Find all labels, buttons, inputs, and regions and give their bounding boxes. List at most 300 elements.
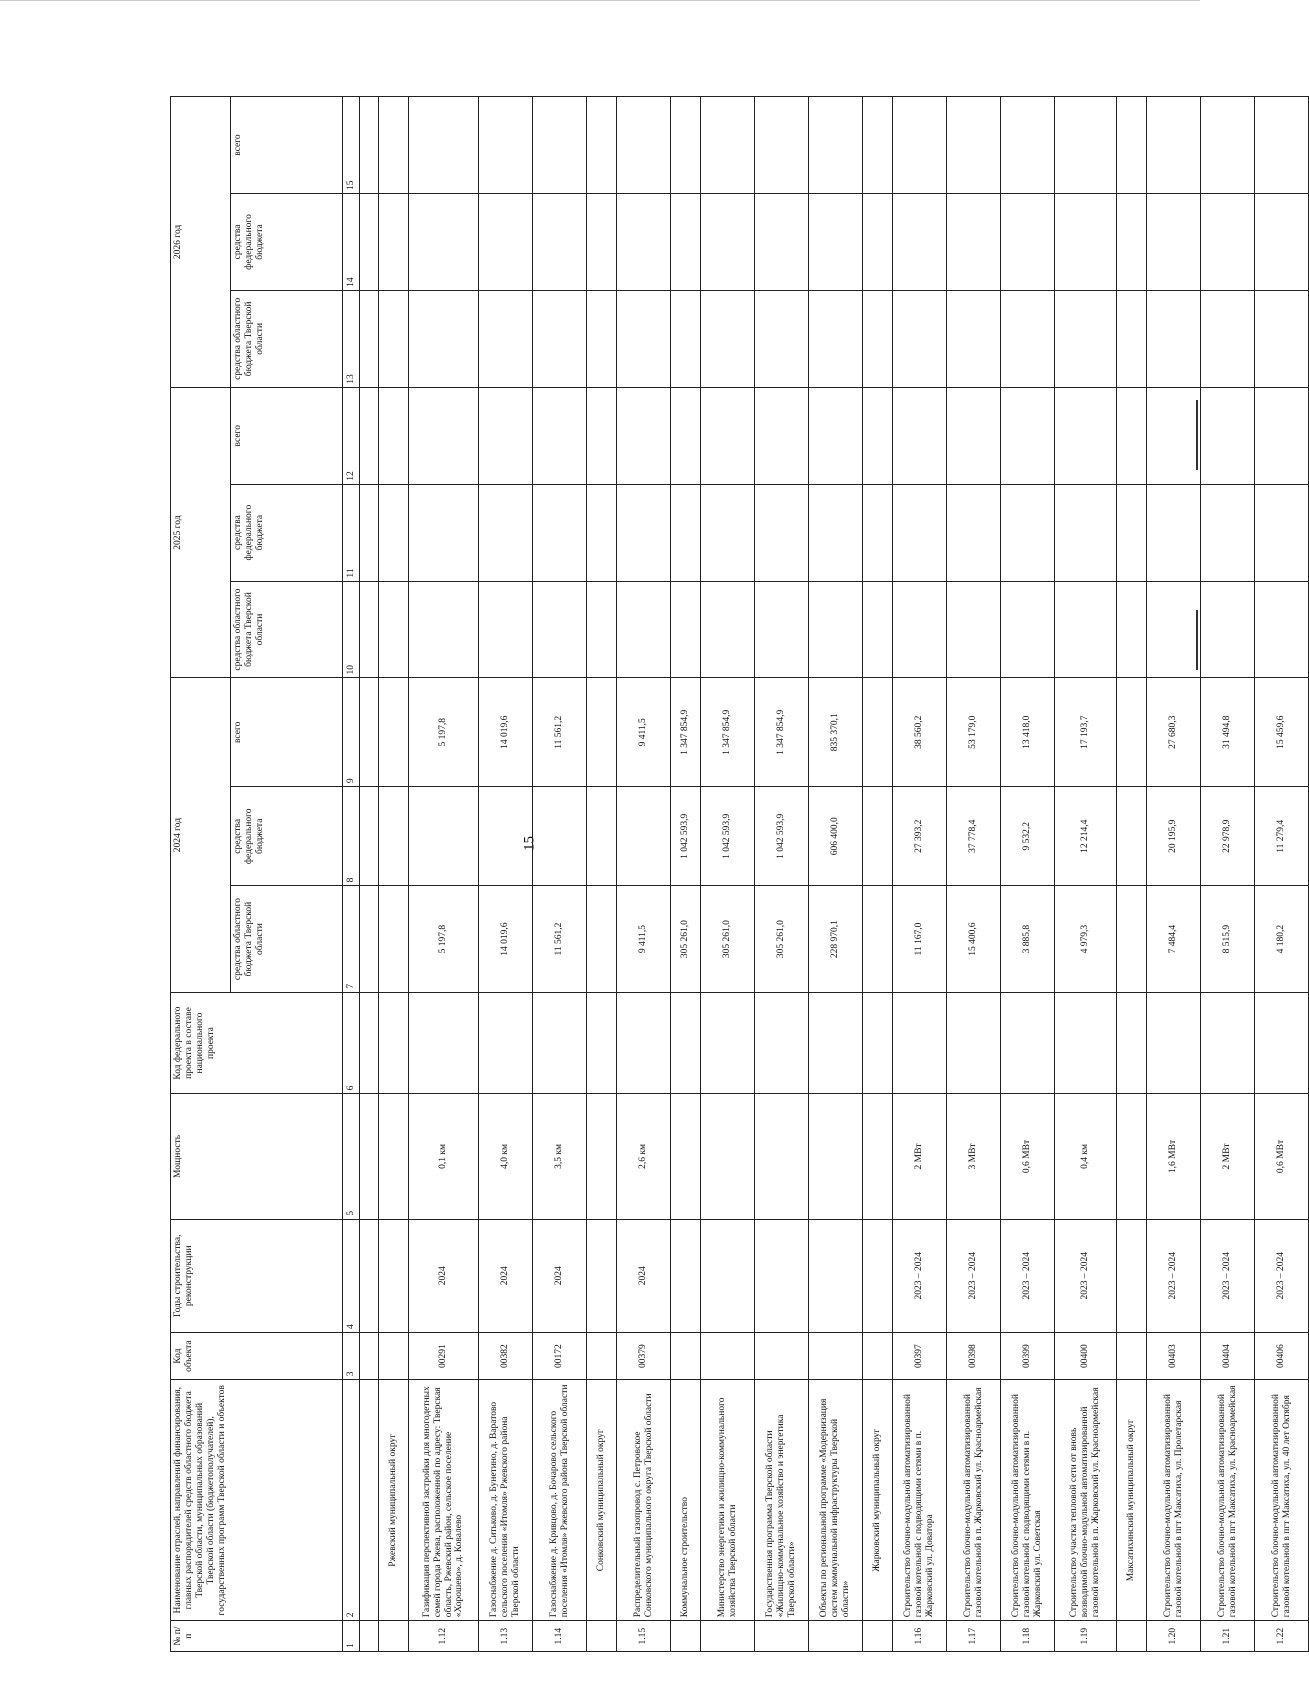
- table-row: [1001, 97, 1055, 1652]
- row-federal-2024: 1 042 593,9: [755, 787, 809, 886]
- empty-cell: [1117, 1219, 1147, 1332]
- row-num: 1.16: [893, 1621, 947, 1652]
- row-fed-project-code: [1147, 992, 1201, 1094]
- empty-cell: [863, 1333, 893, 1380]
- column-number: 14: [343, 194, 360, 291]
- empty-cell: [1117, 1094, 1147, 1219]
- empty-cell: [1147, 194, 1201, 291]
- row-name: Коммунальное строительство: [671, 1380, 701, 1621]
- empty-cell: [1001, 194, 1055, 291]
- empty-cell: [863, 97, 893, 194]
- column-number: 2: [343, 1380, 360, 1621]
- row-total-2024: 1 347 854,9: [671, 678, 701, 787]
- row-num: 1.13: [479, 1621, 533, 1652]
- empty-cell: [617, 194, 671, 291]
- row-name: Строительство блочно-модульной автоматизированной газовой котельной в пгт Максатиха, ул. 40 лет Октября: [1255, 1380, 1309, 1621]
- row-federal-2024: 20 195,9: [1147, 787, 1201, 886]
- row-fed-project-code: [479, 992, 533, 1094]
- empty-cell: [587, 1094, 617, 1219]
- empty-cell: [755, 194, 809, 291]
- row-years: [671, 1219, 701, 1332]
- row-name: Объекты по региональной программе «Модернизация систем коммунальной инфраструктуры Тверской области»: [809, 1380, 863, 1621]
- empty-cell: [863, 678, 893, 787]
- header-year-2026: 2026 год: [171, 97, 231, 388]
- row-object-code: 00400: [1055, 1333, 1117, 1380]
- empty-cell: [755, 97, 809, 194]
- empty-cell: [893, 484, 947, 581]
- empty-cell: [379, 290, 409, 387]
- row-years: 2023 – 2024: [1255, 1219, 1309, 1332]
- row-fed-project-code: [1255, 992, 1309, 1094]
- empty-cell: [863, 387, 893, 484]
- empty-cell: [893, 290, 947, 387]
- empty-cell: [1147, 484, 1201, 581]
- empty-cell: [809, 484, 863, 581]
- row-num: 1.12: [409, 1621, 479, 1652]
- row-regional-2024: 11 167,0: [893, 886, 947, 992]
- empty-cell: [533, 387, 587, 484]
- header-fed-code: Код федерального проекта в составе национального проекта: [171, 992, 343, 1094]
- empty-cell: [671, 97, 701, 194]
- row-federal-2024: [409, 787, 479, 886]
- empty-cell: [1147, 290, 1201, 387]
- table-row: [671, 97, 701, 1652]
- spacer-row: [360, 97, 379, 1652]
- empty-cell: [587, 787, 617, 886]
- empty-cell: [1147, 387, 1201, 484]
- row-power: 0,6 МВт: [1255, 1094, 1309, 1219]
- header-federal-2025: средства федерального бюджета: [231, 484, 343, 581]
- empty-cell: [1055, 387, 1117, 484]
- empty-cell: [863, 1219, 893, 1332]
- empty-cell: [863, 484, 893, 581]
- row-num: 1.20: [1147, 1621, 1201, 1652]
- empty-cell: [1001, 97, 1055, 194]
- row-federal-2024: 27 393,2: [893, 787, 947, 886]
- header-regional-2026: средства областного бюджета Тверской области: [231, 290, 343, 387]
- empty-cell: [1201, 97, 1255, 194]
- column-number: 12: [343, 387, 360, 484]
- row-object-code: 00172: [533, 1333, 587, 1380]
- row-federal-2024: [617, 787, 671, 886]
- empty-cell: [1147, 97, 1201, 194]
- section-row: [1117, 97, 1147, 1652]
- column-number: 10: [343, 581, 360, 678]
- empty-cell: [755, 290, 809, 387]
- row-years: 2023 – 2024: [893, 1219, 947, 1332]
- header-years: Годы строительства, реконструкции: [171, 1219, 343, 1332]
- column-number: 4: [343, 1219, 360, 1332]
- row-name: Строительство блочно-модульной автоматизированной газовой котельной в пгт Максатиха, ул. Пролетарская: [1147, 1380, 1201, 1621]
- empty-cell: [1201, 387, 1255, 484]
- empty-cell: [1055, 581, 1117, 678]
- row-federal-2024: 1 042 593,9: [701, 787, 755, 886]
- row-years: 2023 – 2024: [1201, 1219, 1255, 1332]
- empty-cell: [671, 194, 701, 291]
- empty-cell: [947, 387, 1001, 484]
- empty-cell: [671, 484, 701, 581]
- section-title: Жарковский муниципальный округ: [863, 1380, 893, 1621]
- row-num-cell: [1117, 1621, 1147, 1652]
- table-row: [755, 97, 809, 1652]
- row-regional-2024: 5 197,8: [409, 886, 479, 992]
- row-regional-2024: 3 885,8: [1001, 886, 1055, 992]
- header-power: Мощность: [171, 1094, 343, 1219]
- empty-cell: [755, 387, 809, 484]
- row-num: 1.17: [947, 1621, 1001, 1652]
- row-object-code: 00291: [409, 1333, 479, 1380]
- table-row: [617, 97, 671, 1652]
- empty-cell: [947, 581, 1001, 678]
- row-regional-2024: 15 400,6: [947, 886, 1001, 992]
- empty-cell: [617, 97, 671, 194]
- row-fed-project-code: [893, 992, 947, 1094]
- row-name: Государственная программа Тверской области «Жилищно-коммунальное хозяйство и энергетика Тверской области»: [755, 1380, 809, 1621]
- empty-cell: [893, 387, 947, 484]
- empty-cell: [587, 992, 617, 1094]
- row-years: 2024: [479, 1219, 533, 1332]
- empty-cell: [893, 194, 947, 291]
- empty-cell: [533, 194, 587, 291]
- empty-cell: [409, 484, 479, 581]
- empty-cell: [409, 581, 479, 678]
- column-number: 13: [343, 290, 360, 387]
- column-number: 7: [343, 886, 360, 992]
- row-power: 2 МВт: [1201, 1094, 1255, 1219]
- row-num: [809, 1621, 863, 1652]
- row-fed-project-code: [1055, 992, 1117, 1094]
- row-num: 1.19: [1055, 1621, 1117, 1652]
- empty-cell: [1201, 290, 1255, 387]
- row-name: Газоснабжение д. Кривцово, д. Бочарово сельского поселения «Итомля» Ржевского района Тверской области: [533, 1380, 587, 1621]
- empty-cell: [701, 290, 755, 387]
- empty-cell: [1201, 194, 1255, 291]
- empty-cell: [1255, 581, 1309, 678]
- table-row: [479, 97, 533, 1652]
- table-row: [701, 97, 755, 1652]
- empty-cell: [1255, 484, 1309, 581]
- table-row: [947, 97, 1001, 1652]
- row-regional-2024: 305 261,0: [701, 886, 755, 992]
- row-name: Газоснабжение д. Ситьково, д. Бунетино, д. Варатово сельского поселения «Итомля» Ржевского района Тверской области: [479, 1380, 533, 1621]
- empty-cell: [533, 97, 587, 194]
- empty-cell: [587, 581, 617, 678]
- header-federal-2026: средства федерального бюджета: [231, 194, 343, 291]
- row-total-2024: 13 418,0: [1001, 678, 1055, 787]
- row-object-code: 00406: [1255, 1333, 1309, 1380]
- row-power: 1,6 МВт: [1147, 1094, 1201, 1219]
- table-row: [1055, 97, 1117, 1652]
- row-years: [755, 1219, 809, 1332]
- empty-cell: [809, 290, 863, 387]
- row-object-code: 00398: [947, 1333, 1001, 1380]
- row-power: 2,6 км: [617, 1094, 671, 1219]
- header-regional-2024: средства областного бюджета Тверской области: [231, 886, 343, 992]
- empty-cell: [893, 581, 947, 678]
- row-object-code: 00382: [479, 1333, 533, 1380]
- section-title: Сонковский муниципальный округ: [587, 1380, 617, 1621]
- empty-cell: [893, 97, 947, 194]
- empty-cell: [479, 194, 533, 291]
- row-num: 1.22: [1255, 1621, 1309, 1652]
- row-regional-2024: 14 019,6: [479, 886, 533, 992]
- row-name: Строительство блочно-модульной автоматизированной газовой котельной в п. Жарковский ул. Красноармейская: [947, 1380, 1001, 1621]
- empty-cell: [701, 194, 755, 291]
- column-number: 1: [343, 1621, 360, 1652]
- empty-cell: [379, 1333, 409, 1380]
- empty-cell: [587, 194, 617, 291]
- row-years: [701, 1219, 755, 1332]
- empty-cell: [1117, 194, 1147, 291]
- empty-cell: [617, 290, 671, 387]
- empty-cell: [379, 97, 409, 194]
- empty-cell: [479, 484, 533, 581]
- row-num: 1.14: [533, 1621, 587, 1652]
- row-power: 3 МВт: [947, 1094, 1001, 1219]
- investment-table: [170, 96, 1309, 1652]
- empty-cell: [701, 581, 755, 678]
- section-title: Максатихинский муниципальный округ: [1117, 1380, 1147, 1621]
- row-power: [671, 1094, 701, 1219]
- row-name: Распределительный газопровод с. Петровское Сонковского муниципального округа Тверской области: [617, 1380, 671, 1621]
- row-total-2024: 9 411,5: [617, 678, 671, 787]
- row-fed-project-code: [617, 992, 671, 1094]
- row-years: 2023 – 2024: [947, 1219, 1001, 1332]
- row-total-2024: 1 347 854,9: [755, 678, 809, 787]
- row-power: 0,6 МВт: [1001, 1094, 1055, 1219]
- row-years: 2023 – 2024: [1001, 1219, 1055, 1332]
- empty-cell: [1255, 387, 1309, 484]
- empty-cell: [701, 387, 755, 484]
- row-total-2024: 11 561,2: [533, 678, 587, 787]
- empty-cell: [587, 886, 617, 992]
- empty-cell: [755, 581, 809, 678]
- row-num: [671, 1621, 701, 1652]
- row-years: 2023 – 2024: [1055, 1219, 1117, 1332]
- row-num-cell: [587, 1621, 617, 1652]
- row-object-code: 00399: [1001, 1333, 1055, 1380]
- column-number: 11: [343, 484, 360, 581]
- row-federal-2024: [533, 787, 587, 886]
- header-total-2024: всего: [231, 678, 343, 787]
- empty-cell: [409, 387, 479, 484]
- empty-cell: [379, 387, 409, 484]
- row-total-2024: 835 370,1: [809, 678, 863, 787]
- row-federal-2024: 11 279,4: [1255, 787, 1309, 886]
- empty-cell: [379, 992, 409, 1094]
- empty-cell: [1001, 387, 1055, 484]
- row-regional-2024: 228 970,1: [809, 886, 863, 992]
- empty-cell: [1117, 1333, 1147, 1380]
- row-regional-2024: 8 515,9: [1201, 886, 1255, 992]
- empty-cell: [1055, 484, 1117, 581]
- empty-cell: [1117, 581, 1147, 678]
- column-number: 6: [343, 992, 360, 1094]
- empty-cell: [379, 886, 409, 992]
- row-power: [701, 1094, 755, 1219]
- empty-cell: [409, 97, 479, 194]
- table-row: [1201, 97, 1255, 1652]
- header-total-2025: всего: [231, 387, 343, 484]
- row-federal-2024: 22 978,9: [1201, 787, 1255, 886]
- empty-cell: [1255, 290, 1309, 387]
- row-regional-2024: 9 411,5: [617, 886, 671, 992]
- section-row: [587, 97, 617, 1652]
- column-number: 9: [343, 678, 360, 787]
- empty-cell: [863, 581, 893, 678]
- empty-cell: [409, 290, 479, 387]
- row-name: Строительство участка тепловой сети от вновь возводимой блочно-модульной автоматизированной газовой котельной в п. Жарковский ул. Красноармейская: [1055, 1380, 1117, 1621]
- table-row: [533, 97, 587, 1652]
- empty-cell: [701, 97, 755, 194]
- row-total-2024: 15 459,6: [1255, 678, 1309, 787]
- empty-cell: [479, 97, 533, 194]
- row-fed-project-code: [1001, 992, 1055, 1094]
- empty-cell: [947, 290, 1001, 387]
- table-row: [1255, 97, 1309, 1652]
- empty-cell: [1055, 97, 1117, 194]
- empty-cell: [863, 1094, 893, 1219]
- row-name: Министерство энергетики и жилищно-коммунального хозяйства Тверской области: [701, 1380, 755, 1621]
- empty-cell: [379, 1219, 409, 1332]
- empty-cell: [587, 387, 617, 484]
- row-power: 2 МВт: [893, 1094, 947, 1219]
- empty-cell: [617, 484, 671, 581]
- row-federal-2024: [479, 787, 533, 886]
- empty-cell: [1001, 484, 1055, 581]
- row-fed-project-code: [755, 992, 809, 1094]
- row-total-2024: 14 019,6: [479, 678, 533, 787]
- empty-cell: [671, 581, 701, 678]
- row-num: [701, 1621, 755, 1652]
- row-fed-project-code: [701, 992, 755, 1094]
- row-federal-2024: 606 400,0: [809, 787, 863, 886]
- empty-cell: [809, 387, 863, 484]
- row-years: 2024: [533, 1219, 587, 1332]
- row-regional-2024: 4 180,2: [1255, 886, 1309, 992]
- empty-cell: [379, 194, 409, 291]
- column-number: 5: [343, 1094, 360, 1219]
- row-object-code: [809, 1333, 863, 1380]
- row-total-2024: 17 193,7: [1055, 678, 1117, 787]
- row-object-code: 00403: [1147, 1333, 1201, 1380]
- header-federal-2024: средства федерального бюджета: [231, 787, 343, 886]
- row-object-code: 00379: [617, 1333, 671, 1380]
- row-total-2024: 5 197,8: [409, 678, 479, 787]
- row-total-2024: 1 347 854,9: [701, 678, 755, 787]
- empty-cell: [379, 678, 409, 787]
- table-body: [379, 97, 1309, 1652]
- empty-cell: [755, 484, 809, 581]
- empty-cell: [947, 484, 1001, 581]
- empty-cell: [863, 992, 893, 1094]
- table-row: [809, 97, 863, 1652]
- header-year-2025: 2025 год: [171, 387, 231, 678]
- empty-cell: [1147, 581, 1201, 678]
- column-number: 8: [343, 787, 360, 886]
- row-object-code: 00404: [1201, 1333, 1255, 1380]
- row-power: 4,0 км: [479, 1094, 533, 1219]
- empty-cell: [587, 1333, 617, 1380]
- table-row: [409, 97, 479, 1652]
- row-object-code: [671, 1333, 701, 1380]
- row-power: [755, 1094, 809, 1219]
- row-fed-project-code: [409, 992, 479, 1094]
- empty-cell: [533, 484, 587, 581]
- row-power: [809, 1094, 863, 1219]
- row-years: 2024: [617, 1219, 671, 1332]
- empty-cell: [1255, 194, 1309, 291]
- empty-cell: [379, 484, 409, 581]
- empty-cell: [1117, 886, 1147, 992]
- empty-cell: [1055, 290, 1117, 387]
- header-code: Код объекта: [171, 1333, 343, 1380]
- empty-cell: [947, 97, 1001, 194]
- row-fed-project-code: [533, 992, 587, 1094]
- empty-cell: [379, 1094, 409, 1219]
- empty-cell: [479, 290, 533, 387]
- row-power: 3,5 км: [533, 1094, 587, 1219]
- section-row: [379, 97, 409, 1652]
- empty-cell: [587, 290, 617, 387]
- empty-cell: [671, 290, 701, 387]
- empty-cell: [1117, 484, 1147, 581]
- empty-cell: [863, 886, 893, 992]
- empty-cell: [479, 387, 533, 484]
- row-regional-2024: 7 484,4: [1147, 886, 1201, 992]
- empty-cell: [617, 387, 671, 484]
- table-row: [893, 97, 947, 1652]
- empty-cell: [587, 484, 617, 581]
- empty-cell: [863, 787, 893, 886]
- row-total-2024: 31 494,8: [1201, 678, 1255, 787]
- empty-cell: [379, 581, 409, 678]
- page-number: 15: [521, 836, 538, 851]
- row-federal-2024: 12 214,4: [1055, 787, 1117, 886]
- empty-cell: [587, 97, 617, 194]
- row-federal-2024: 1 042 593,9: [671, 787, 701, 886]
- empty-cell: [1117, 290, 1147, 387]
- row-name: Газификация перспективной застройки для многодетных семей города Ржева, расположенной по адресу: Тверская область, Ржевский район, сельское поселение «Хорошево», д. Ковалево: [409, 1380, 479, 1621]
- empty-cell: [1117, 387, 1147, 484]
- row-fed-project-code: [671, 992, 701, 1094]
- row-num: 1.18: [1001, 1621, 1055, 1652]
- empty-cell: [809, 97, 863, 194]
- row-object-code: 00397: [893, 1333, 947, 1380]
- row-object-code: [755, 1333, 809, 1380]
- empty-cell: [1117, 787, 1147, 886]
- row-total-2024: 38 560,2: [893, 678, 947, 787]
- empty-cell: [409, 194, 479, 291]
- empty-cell: [1001, 290, 1055, 387]
- header-num: № п/п: [171, 1621, 343, 1652]
- header-name: Наименование отраслей, направлений финансирования, главных распорядителей средств областного бюджета Тверской области, муниципальных образований Тверской области (бюджетополучателей), государственных программ Тверской области и объектов: [171, 1380, 343, 1621]
- column-number: 3: [343, 1333, 360, 1380]
- row-num: [755, 1621, 809, 1652]
- empty-cell: [1117, 992, 1147, 1094]
- row-federal-2024: 9 532,2: [1001, 787, 1055, 886]
- row-num-cell: [379, 1621, 409, 1652]
- column-number-row: [343, 97, 360, 1652]
- empty-cell: [809, 581, 863, 678]
- row-num-cell: [863, 1621, 893, 1652]
- header-total-2026: всего: [231, 97, 343, 194]
- section-title: Ржевский муниципальный округ: [379, 1380, 409, 1621]
- empty-cell: [1055, 194, 1117, 291]
- row-name: Строительство блочно-модульной автоматизированной газовой котельной с подводящими сетями в п. Жарковский ул. Советская: [1001, 1380, 1055, 1621]
- column-number: 15: [343, 97, 360, 194]
- row-power: 0,4 км: [1055, 1094, 1117, 1219]
